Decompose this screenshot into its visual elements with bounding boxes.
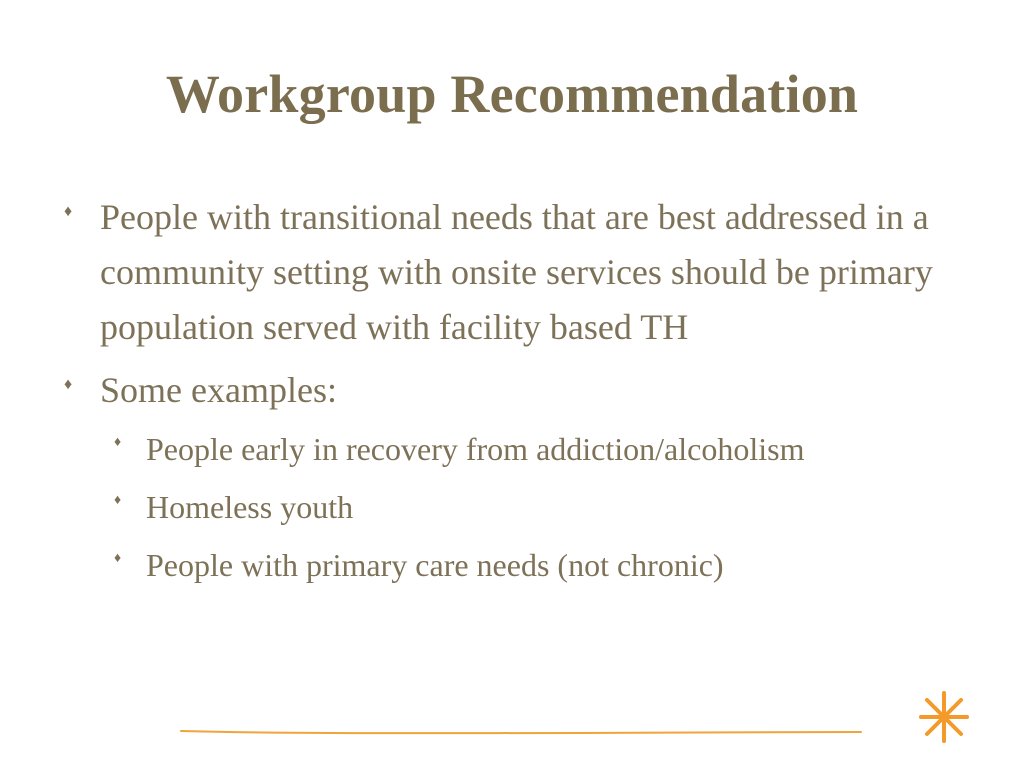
diamond-bullet-icon: ♦ — [114, 551, 122, 566]
bullet-text: Some examples: — [100, 370, 337, 410]
sub-bullet-item — [100, 536, 960, 594]
sub-bullet-text: People with primary care needs (not chronic) — [146, 547, 724, 583]
slide-title: Workgroup Recommendation — [165, 64, 859, 124]
diamond-bullet-icon: ♦ — [64, 203, 73, 220]
sub-bullet-item — [100, 478, 960, 536]
bullet-item — [60, 363, 960, 594]
asterisk-icon — [917, 690, 971, 744]
decorative-underline — [180, 726, 862, 736]
sub-bullet-item — [100, 420, 960, 478]
bullet-text: People with transitional needs that are best addressed in a community setting with onsite services should be primary population served with facility based TH — [100, 197, 933, 347]
bullet-list — [60, 190, 960, 602]
diamond-bullet-icon: ♦ — [114, 493, 122, 508]
diamond-bullet-icon: ♦ — [64, 376, 73, 393]
sub-bullet-list — [100, 420, 960, 594]
bullet-item — [60, 190, 960, 355]
diamond-bullet-icon: ♦ — [114, 435, 122, 450]
sub-bullet-text: People early in recovery from addiction/alcoholism — [146, 431, 805, 467]
sub-bullet-text: Homeless youth — [146, 489, 354, 525]
